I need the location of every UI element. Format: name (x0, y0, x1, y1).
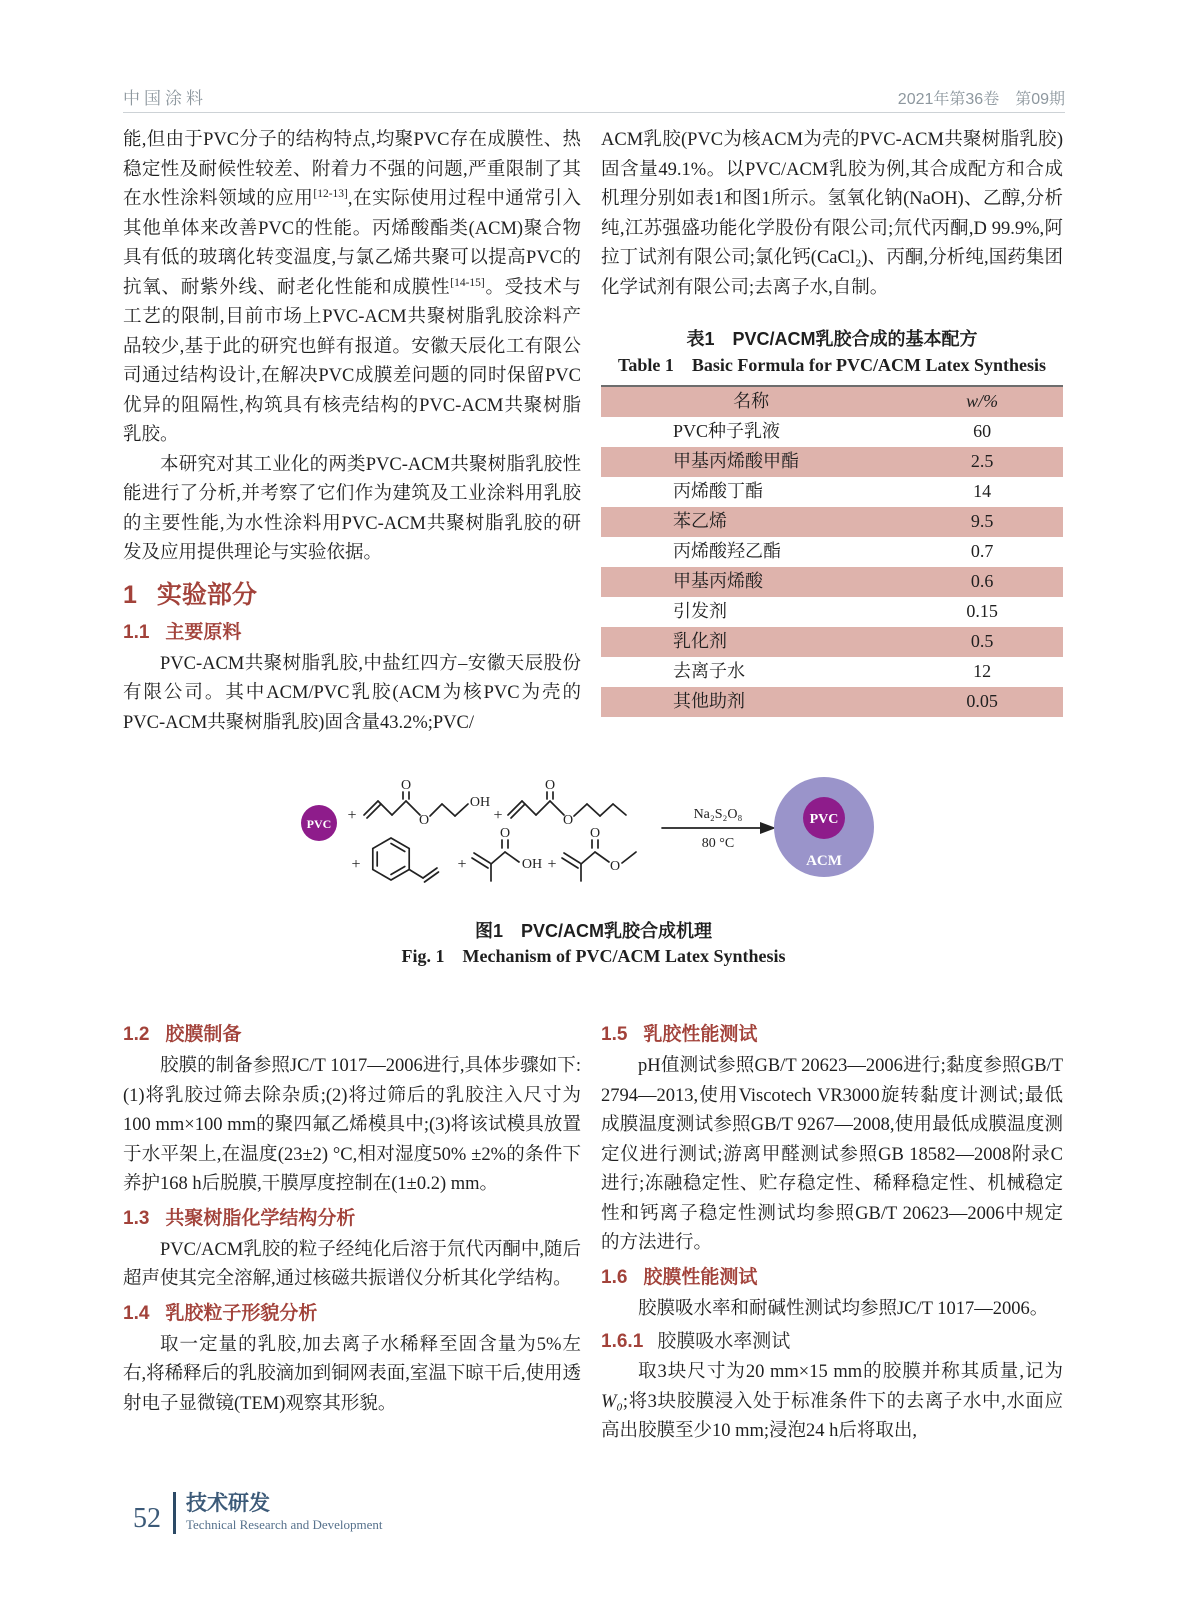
film-test-paragraph: 胶膜吸水率和耐碱性测试均参照JC/T 1017—2006。 (638, 1298, 1049, 1319)
ingredient-value: 0.7 (970, 541, 994, 562)
oxygen-label: O (418, 813, 429, 828)
table-row (601, 447, 1063, 477)
plus-sign: + (346, 807, 357, 824)
intro-paragraph-1 (123, 126, 581, 451)
section-heading-1-6 (601, 1264, 1063, 1291)
table-row (601, 417, 1063, 447)
ingredient-value: 0.15 (966, 601, 998, 622)
ingredient-value: 2.5 (970, 451, 994, 472)
absorption-text: 取3块尺寸为20 mm×15 mm的胶膜并称其质量,记为 (638, 1362, 1063, 1382)
figure1-caption-en: Fig. 1 Mechanism of PVC/ACM Latex Synthesis (401, 946, 786, 966)
section-title: 胶膜吸水率测试 (657, 1331, 791, 1352)
footer-divider-bar (173, 1492, 176, 1534)
citation-ref: [14-15] (450, 276, 485, 289)
header-rule (123, 112, 1065, 113)
oxygen-label: O (499, 826, 510, 841)
oxygen-label: O (609, 859, 620, 874)
section-title: 胶膜性能测试 (643, 1266, 758, 1288)
materials-paragraph-continued: ACM乳胶(PVC为核ACM为壳的PVC-ACM共聚树脂乳胶)固含量49.1%。以PVC/ACM乳胶为例,其合成配方和合成机理分别如表1和图1所示。氢氧化钠(NaOH)、乙醇,分析纯,江苏强盛功能化学股份有限公司;氘代丙酮,D 99.9%,阿拉丁试剂有限公司;氯化钙(CaCl₂)、丙酮,分析纯,国药集团化学试剂有限公司;去离子水,自制。 (601, 130, 1063, 298)
journal-name: 中国涂料 (123, 89, 207, 108)
ingredient-value: 60 (973, 421, 992, 442)
ingredient-name: 其他助剂 (673, 691, 745, 712)
section-number: 1.1 (123, 621, 150, 643)
ingredient-value: 0.5 (970, 631, 994, 652)
section-title: 主要原料 (165, 621, 242, 643)
figure1-scheme (294, 742, 894, 912)
ingredient-name: 甲基丙烯酸甲酯 (673, 451, 799, 472)
page-number: 52 (133, 1503, 161, 1534)
table-header-row (601, 386, 1063, 417)
table1-block (601, 327, 1063, 717)
ingredient-value: 0.05 (966, 691, 998, 712)
plus-sign: + (546, 856, 557, 873)
table-row (601, 507, 1063, 537)
footer-column-en: Technical Research and Development (186, 1517, 383, 1532)
page-footer (133, 1492, 383, 1534)
section-title: 乳胶粒子形貌分析 (165, 1302, 318, 1324)
intro-paragraph-2: 本研究对其工业化的两类PVC-ACM共聚树脂乳胶性能进行了分析,并考察了它们作为建筑及工业涂料用乳胶的主要性能,为水性涂料用PVC-ACM共聚树脂乳胶的研发及应用提供理论与实验依据。 (123, 454, 581, 563)
ingredient-value: 12 (973, 661, 992, 682)
absorption-paragraph (601, 1358, 1063, 1447)
section-title: 实验部分 (156, 580, 257, 609)
table-row (601, 657, 1063, 687)
structure-analysis-paragraph: PVC/ACM乳胶的粒子经纯化后溶于氘代丙酮中,随后超声使其完全溶解,通过核磁共振谱仪分析其化学结构。 (123, 1239, 581, 1289)
hydroxyl-label: OH (521, 857, 542, 872)
left-column-bottom (123, 1016, 581, 1419)
table-row (601, 687, 1063, 717)
ingredient-name: PVC种子乳液 (673, 421, 781, 442)
table1-title-zh: 表1 PVC/ACM乳胶合成的基本配方 (686, 329, 978, 349)
oxygen-label: O (400, 778, 411, 793)
plus-sign: + (456, 856, 467, 873)
ingredient-name: 苯乙烯 (673, 511, 727, 532)
pvc-core-label: PVC (809, 812, 838, 827)
materials-paragraph: PVC-ACM共聚树脂乳胶,中盐红四方–安徽天辰股份有限公司。其中ACM/PVC乳胶(ACM为核PVC为壳的PVC-ACM共聚树脂乳胶)固含量43.2%;PVC/ (123, 653, 581, 733)
table-row (601, 627, 1063, 657)
figure1 (0, 742, 1187, 969)
w0-variable: W₀ (601, 1391, 623, 1412)
section-number: 1.4 (123, 1302, 150, 1324)
right-column-top (601, 126, 1063, 717)
intro-text: ,在实际使用过程中通常引入其他单体来改善PVC的性能。丙烯酸酯类(ACM)聚合物具有低的玻璃化转变温度,与氯乙烯共聚可以提高PVC的抗氧、耐紫外线、耐老化性能和成膜性 (123, 189, 581, 298)
table1 (601, 385, 1063, 717)
footer-column-zh: 技术研发 (186, 1492, 270, 1515)
ingredient-name: 乳化剂 (673, 631, 727, 652)
ingredient-value: 9.5 (970, 511, 994, 532)
initiator-label: Na₂S₂O₈ (693, 807, 742, 822)
ingredient-name: 丙烯酸羟乙酯 (673, 541, 781, 562)
intro-text: 能,但由于PVC分子的结构特点,均聚PVC存在成膜性、热稳定性及耐候性较差、附着力不强的问题,严重限制了其在水性涂料领域的应用 (123, 130, 581, 209)
section-heading-1 (123, 578, 581, 612)
oxygen-label: O (544, 778, 555, 793)
reaction-arrowhead (760, 822, 776, 834)
section-number: 1.2 (123, 1024, 150, 1045)
latex-test-paragraph: pH值测试参照GB/T 20623—2006进行;黏度参照GB/T 2794—2013,使用Viscotech VR3000旋转黏度计测试;最低成膜温度测试参照GB/T 9267—2008,使用最低成膜温度测定仪进行测试;游离甲醛测试参照GB 18582—2008附录C进行;冻融稳定性、贮存稳定性、稀释稳定性、机械稳定性和钙离子稳定性测试均参照GB/T 20623—2006中规定的方法进行。 (601, 1056, 1063, 1253)
section-number: 1.6.1 (601, 1331, 644, 1352)
acm-shell-label: ACM (805, 853, 842, 869)
pvc-seed-label: PVC (306, 817, 331, 831)
hydroxyl-label: OH (469, 795, 490, 810)
ingredient-name: 甲基丙烯酸 (673, 571, 763, 592)
section-number: 1.3 (123, 1207, 150, 1229)
section-title: 胶膜制备 (165, 1024, 242, 1045)
section-heading-1-3 (123, 1205, 581, 1232)
section-heading-1-4 (123, 1300, 581, 1327)
oxygen-label: O (562, 813, 573, 828)
issue-info: 2021年第36卷 第09期 (897, 91, 1065, 108)
section-title: 共聚树脂化学结构分析 (165, 1207, 356, 1229)
morphology-paragraph: 取一定量的乳胶,加去离子水稀释至固含量为5%左右,将稀释后的乳胶滴加到铜网表面,室温下晾干后,使用透射电子显微镜(TEM)观察其形貌。 (123, 1334, 581, 1414)
citation-ref: [12-13] (313, 187, 348, 200)
table1-col-value: w/% (966, 391, 999, 412)
ingredient-name: 引发剂 (673, 601, 727, 622)
section-heading-1-5 (601, 1021, 1063, 1048)
intro-text: 。受技术与工艺的限制,目前市场上PVC-ACM共聚树脂乳胶涂料产品较少,基于此的研究也鲜有报道。安徽天辰化工有限公司通过结构设计,在解决PVC成膜差问题的同时保留PVC优异的阻隔性,构筑具有核壳结构的PVC-ACM共聚树脂乳胶。 (123, 277, 581, 445)
temperature-label: 80 °C (701, 836, 734, 851)
table-row (601, 537, 1063, 567)
ingredient-value: 14 (973, 481, 992, 502)
left-column-top (123, 126, 581, 738)
footer-column-title (186, 1492, 383, 1534)
ingredient-name: 丙烯酸丁酯 (673, 481, 763, 502)
section-title: 乳胶性能测试 (643, 1024, 758, 1045)
section-heading-1-2 (123, 1021, 581, 1048)
section-number: 1 (123, 580, 137, 609)
right-column-bottom (601, 1016, 1063, 1447)
oxygen-label: O (589, 826, 600, 841)
plus-sign: + (350, 856, 361, 873)
table-row (601, 597, 1063, 627)
table1-col-name: 名称 (733, 391, 770, 412)
film-prep-paragraph: 胶膜的制备参照JC/T 1017—2006进行,具体步骤如下:(1)将乳胶过筛去除杂质;(2)将过筛后的乳胶注入尺寸为100 mm×100 mm的聚四氟乙烯模具中;(3)将该试模具放置于水平架上,在温度(23±2) °C,相对湿度50% ±2%的条件下养护168 h后脱膜,干膜厚度控制在(1±0.2) mm。 (123, 1056, 581, 1194)
ingredient-value: 0.6 (970, 571, 994, 592)
figure1-caption-zh: 图1 PVC/ACM乳胶合成机理 (474, 921, 712, 941)
table1-title-en: Table 1 Basic Formula for PVC/ACM Latex Synthesis (617, 355, 1046, 375)
section-heading-1-1 (123, 619, 581, 646)
section-number: 1.6 (601, 1266, 628, 1288)
plus-sign: + (492, 807, 503, 824)
table-row (601, 567, 1063, 597)
absorption-text: ;将3块胶膜浸入处于标准条件下的去离子水中,水面应高出胶膜至少10 mm;浸泡24 h后将取出, (601, 1391, 1063, 1441)
table-row (601, 477, 1063, 507)
ingredient-name: 去离子水 (673, 661, 745, 682)
section-heading-1-6-1 (601, 1328, 1063, 1355)
section-number: 1.5 (601, 1024, 628, 1045)
